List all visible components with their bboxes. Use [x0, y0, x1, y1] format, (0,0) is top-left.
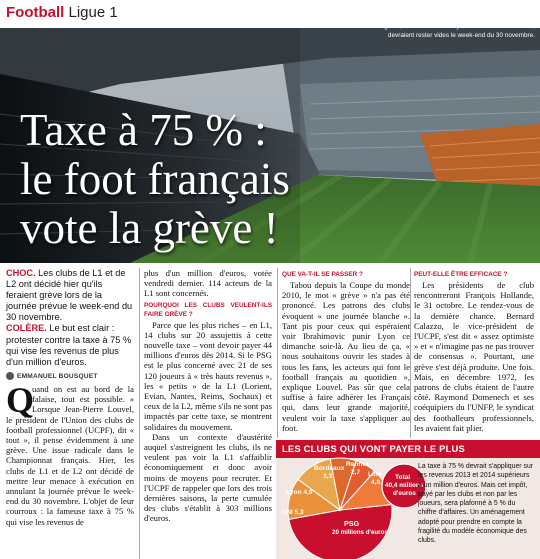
dropcap-spacer	[6, 384, 32, 411]
article-column-1: uand on est au bord de la falaise, tout est possible. » Lorsque Jean-Pierre Louvel, le président de l'Union des clubs de football professionnel (UCPF), dit « tout », il pense évidemment à une grève. Une issue radicale dans le Championnat français. Hier, les clubs de L1 et de L2 ont décidé de mettre leur menace à exécution en annulant la journée prévue le week-end du 30 novembre. L'objet de leur courroux : la fameuse taxe à 75 % qui vise les revenus de	[6, 384, 134, 527]
lede-colere: COLÈRE. Le but est clair : protester contre la taxe à 75 % qui vise les revenus de plus d'un million d'euros.	[6, 323, 132, 367]
article-column-4: PEUT-ELLE ÊTRE EFFICACE ? Les présidents de club rencontreront François Hollande, le 31 octobre. Le rendez-vous de la dernière chance. Bernard Calazzo, le vice-président de l'UCPF, s'est dit « assez optimiste » et « n'imagine pas ne pas trouver de consensus ». Pourtant, une grève s'est déjà produite. Une fois. Mais, en décembre 1972, les patrons de clubs étaient de l'autre côté. Raymond Domenech et ses coéquipiers du l'UNFP, le syndicat des footballeurs professionnels, les avaient fait plier.	[414, 271, 534, 433]
column-divider	[139, 268, 140, 559]
headline-line-2: le foot français	[20, 154, 290, 204]
lede-choc: CHOC. Les clubs de L1 et de L2 ont décidé hier qu'ils feraient grève lors de la journée prévue le week-end du 30 novembre.	[6, 268, 133, 323]
article-column-2: plus d'un million d'euros, votée vendredi dernier. 114 acteurs de la L1 sont concernés. POURQUOI LES CLUBS VEULENT-ILS FAIRE GRÈVE ? Parce que les plus riches – en L1, 14 clubs sur 20 assujettis à cette nouvelle taxe – vont devoir payer 44 millions d'euros dès 2014. Si le PSG est le plus concerné avec 21 de ses 120 joueurs à « très hauts revenus », les « petits » de la L1 (Lorient, Evian, Nantes, Reims, Sochaux) et ceux de la L2, même s'ils ne sont pas impactés par cette taxe, se montrent solidaires du mouvement. Dans un contexte d'austérité auquel s'astreignent les clubs, ils ne veulent pas voir la L1 s'affaiblir économiquement et donc avoir moins de moyens pour recruter. Et l'UCPF de rappeler que lors des trois dernières saisons, la perte cumulée des clubs s'établit à 303 millions d'euros.	[144, 268, 272, 524]
headline-line-3: vote la grève !	[20, 203, 279, 253]
label-total-unit: d'euros	[393, 490, 416, 497]
label-lille-value: 4,8	[371, 479, 381, 486]
label-rennes-value: 2,7	[351, 469, 361, 476]
label-total-value: 40,4 millions	[385, 482, 424, 489]
label-om: OM 5,3	[282, 509, 304, 516]
kicker-what-next: QUE VA-T-IL SE PASSER ?	[282, 271, 363, 278]
lede	[6, 268, 134, 368]
label-lyon: Lyon 4,9	[286, 489, 313, 496]
kicker-efficacy: PEUT-ELLE ÊTRE EFFICACE ?	[414, 271, 508, 278]
photo-caption: Les stades de Ligue 1, ici celui de Geoffroy-Guichard à Saint-Étienne, devraient rester vides le week-end du 30 novembre.	[337, 23, 535, 39]
column-divider	[410, 268, 411, 438]
section-title: Football Ligue 1	[6, 4, 118, 21]
label-total-name: Total	[395, 474, 411, 481]
author-icon	[6, 372, 14, 380]
infographic-text: La taxe à 75 % devrait s'appliquer sur les revenus 2013 et 2014 supérieurs à un million d'euros. Mais cet impôt, payé par les clubs et non par les joueurs, sera plafonné à 5 % du chiffre d'affaires. Un aménagement adopté pour prendre en compte la fragilité du modèle économique des clubs.	[418, 463, 534, 545]
byline: EMMANUEL BOUSQUET	[6, 372, 136, 380]
label-psg-name: PSG	[344, 519, 360, 528]
clubs-pie-chart	[270, 452, 425, 559]
label-bordeaux-value: 3,3	[323, 473, 333, 480]
label-lille-name: Lille	[368, 471, 382, 478]
drop-cap: Q	[6, 380, 35, 420]
article-column-3: QUE VA-T-IL SE PASSER ? Tabou depuis la Coupe du monde 2010, le mot « grève » n'a pas été prononcé. Les patrons des clubs évoquent « une journée blanche ». Tant pis pour ceux qui espéraient voir Ibrahimovic punir Lyon ce dimanche soir-là. Au lieu de ça, « nous souhaitons ouvrir les stades à tous les fans, les acteurs qui font le football français au quotidien », explique Louvel. Pas sûr que cela suffise à faire adhérer les Français qui, dans leur grande majorité, veulent voir la taxe s'appliquer au foot.	[282, 271, 410, 433]
label-rennes-name: Rennes	[346, 461, 370, 468]
headline-line-1: Taxe à 75 % :	[20, 105, 267, 155]
label-psg-value: 20 millions d'euros	[332, 529, 388, 536]
headline	[20, 106, 380, 253]
label-bordeaux-name: Bordeaux	[314, 465, 345, 472]
kicker-why-strike: POURQUOI LES CLUBS VEULENT-ILS FAIRE GRÈVE ?	[144, 301, 272, 318]
column-divider	[277, 268, 278, 438]
infographic-title: LES CLUBS QUI VONT PAYER LE PLUS	[282, 443, 465, 454]
